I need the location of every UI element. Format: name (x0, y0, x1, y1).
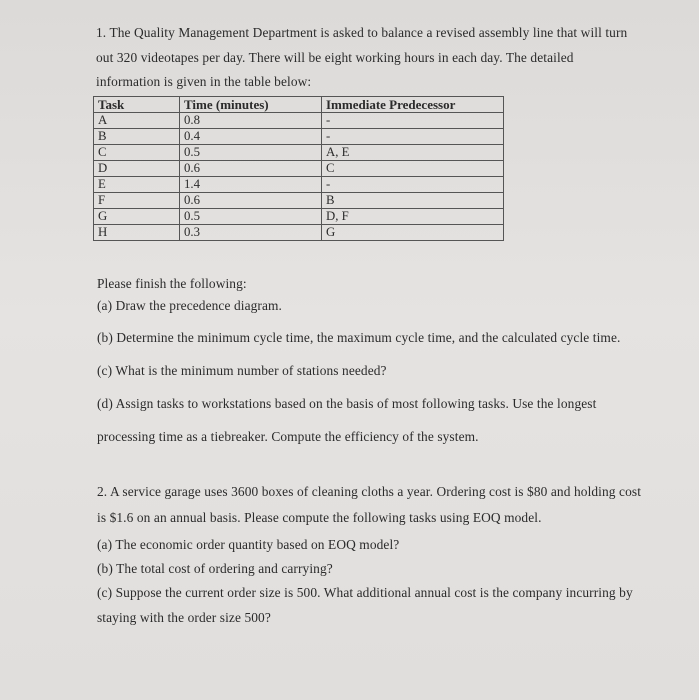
predecessor-cell: - (322, 129, 504, 145)
predecessor-cell: C (322, 161, 504, 177)
instruction-d-line-2: processing time as a tiebreaker. Compute the efficiency of the system. (97, 429, 479, 444)
table-row (94, 161, 504, 177)
task-cell: B (94, 129, 180, 145)
table-header-row (94, 97, 504, 113)
table-row (94, 145, 504, 161)
time-cell: 0.3 (180, 225, 322, 241)
time-cell: 1.4 (180, 177, 322, 193)
instruction-d-line-1: (d) Assign tasks to workstations based on the basis of most following tasks. Use the longest (97, 396, 597, 411)
time-cell: 0.6 (180, 193, 322, 209)
task-cell: C (94, 145, 180, 161)
task-cell: D (94, 161, 180, 177)
table-row (94, 209, 504, 225)
q1-line-3: information is given in the table below: (96, 74, 312, 89)
table-row (94, 129, 504, 145)
q2-b: (b) The total cost of ordering and carrying? (97, 561, 333, 576)
table-row (94, 193, 504, 209)
predecessor-cell: D, F (322, 209, 504, 225)
instruction-c: (c) What is the minimum number of stations needed? (97, 363, 387, 378)
predecessor-cell: - (322, 177, 504, 193)
task-cell: A (94, 113, 180, 129)
header-task: Task (94, 97, 180, 113)
q2-line-1: 2. A service garage uses 3600 boxes of cleaning cloths a year. Ordering cost is $80 and holding cost (97, 484, 642, 499)
instruction-b: (b) Determine the minimum cycle time, the maximum cycle time, and the calculated cycle time. (97, 330, 621, 345)
task-table (93, 96, 504, 241)
time-cell: 0.5 (180, 145, 322, 161)
time-cell: 0.5 (180, 209, 322, 225)
q2-line-2: is $1.6 on an annual basis. Please compute the following tasks using EOQ model. (97, 510, 542, 525)
q2-a: (a) The economic order quantity based on EOQ model? (97, 537, 400, 552)
table-row (94, 113, 504, 129)
q2-c-line-1: (c) Suppose the current order size is 500. What additional annual cost is the company incurring by (97, 585, 633, 600)
task-cell: H (94, 225, 180, 241)
task-cell: E (94, 177, 180, 193)
predecessor-cell: - (322, 113, 504, 129)
time-cell: 0.4 (180, 129, 322, 145)
time-cell: 0.6 (180, 161, 322, 177)
q1-line-2: out 320 videotapes per day. There will be eight working hours in each day. The detailed (96, 50, 574, 65)
task-cell: F (94, 193, 180, 209)
time-cell: 0.8 (180, 113, 322, 129)
task-cell: G (94, 209, 180, 225)
table-row (94, 225, 504, 241)
q1-line-1: 1. The Quality Management Department is asked to balance a revised assembly line that will turn (96, 25, 628, 40)
predecessor-cell: B (322, 193, 504, 209)
header-time: Time (minutes) (180, 97, 322, 113)
predecessor-cell: G (322, 225, 504, 241)
instructions-intro: Please finish the following: (97, 276, 247, 291)
predecessor-cell: A, E (322, 145, 504, 161)
table-row (94, 177, 504, 193)
instruction-a: (a) Draw the precedence diagram. (97, 298, 282, 313)
header-predecessor: Immediate Predecessor (322, 97, 504, 113)
q2-c-line-2: staying with the order size 500? (97, 610, 271, 625)
